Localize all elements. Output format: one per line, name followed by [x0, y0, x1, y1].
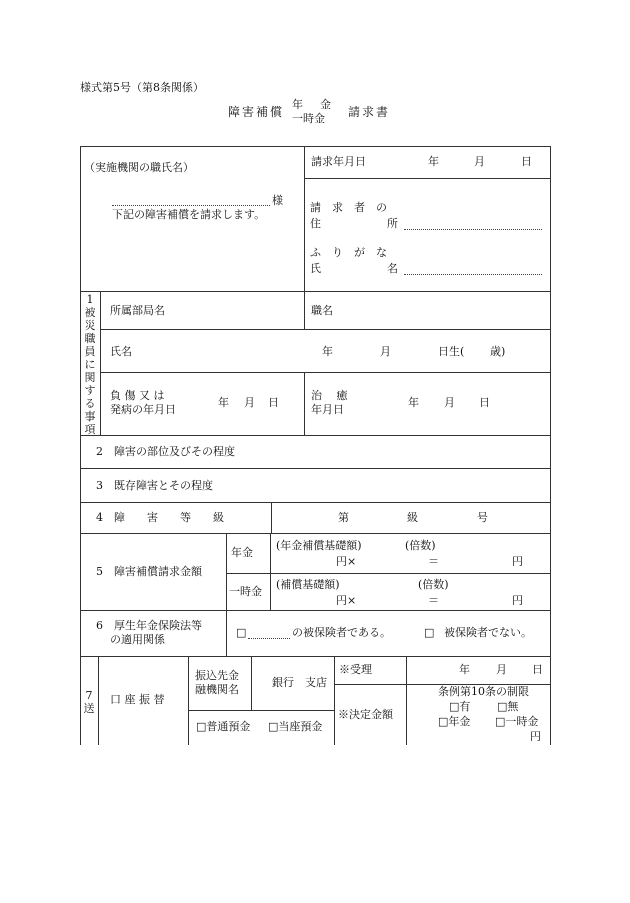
cure-month: 月 [444, 396, 455, 409]
nenkin-yen: 円 [512, 555, 523, 568]
restriction-none-checkbox[interactable]: □無 [497, 700, 519, 713]
received-month: 月 [496, 663, 507, 676]
section6-label-2: の適用関係 [110, 633, 165, 646]
restriction-label: 条例第10条の制限 [438, 685, 529, 698]
insured-checkbox[interactable]: □ [236, 626, 247, 639]
request-day: 日 [521, 155, 532, 168]
age-suffix: 歳) [490, 345, 506, 358]
injury-date-label-2: 発病の年月日 [110, 403, 176, 416]
account-transfer-label: 口 座 振 替 [110, 693, 165, 706]
ichiji-base-label: (補償基礎額) [276, 578, 340, 591]
received-label: ※受理 [339, 663, 372, 676]
injury-date-label-1: 負 傷 又 は [110, 389, 165, 402]
form-title-right: 請求書 [348, 105, 391, 119]
form-title-nenkin: 年 金 [292, 98, 334, 111]
ichiji-multiplier-label: (倍数) [418, 578, 449, 591]
form-number: 様式第5号（第8条関係） [80, 81, 204, 94]
claimant-name-label: 氏 名 [310, 262, 398, 275]
institution-label: （実施機関の職氏名） [84, 161, 194, 174]
claimant-address-label: 住 所 [310, 217, 398, 230]
section5-label: 5 障害補償請求金額 [96, 565, 202, 578]
nenkin-multiplier-label: (倍数) [405, 539, 436, 552]
birth-year: 年 [322, 345, 333, 358]
department-label: 所属部局名 [110, 304, 165, 317]
section2-label: 2 障害の部位及びその程度 [96, 445, 235, 458]
bank-label-1: 振込先金 [195, 669, 239, 682]
form-title-ichijikin: 一時金 [292, 112, 325, 125]
institution-name-field[interactable] [112, 205, 270, 206]
decided-amount-yen: 円 [530, 730, 541, 743]
not-insured-checkbox[interactable]: □ [424, 626, 435, 639]
futsu-checkbox[interactable]: □普通預金 [196, 720, 251, 733]
request-date-label: 請求年月日 [311, 155, 366, 168]
insured-law-field[interactable] [248, 638, 290, 639]
ichiji-equals: ＝ [428, 594, 439, 607]
form-title-left: 障害補償 [228, 105, 285, 119]
injury-month: 月 [244, 396, 255, 409]
section7-vertical-label: 7送 [83, 689, 95, 715]
nenkin-equals: ＝ [428, 555, 439, 568]
claimant-name-field[interactable] [404, 274, 542, 275]
cure-year: 年 [408, 396, 419, 409]
ichiji-yen-times: 円× [336, 594, 357, 607]
grade-kyu: 級 [407, 511, 418, 524]
request-year: 年 [428, 155, 439, 168]
victim-name-label: 氏名 [110, 345, 132, 358]
lump-sum-checkbox[interactable]: □一時金 [495, 715, 539, 728]
ichiji-label: 一時金 [229, 585, 262, 598]
not-insured-option-label: 被保険者でない。 [444, 626, 532, 639]
nenkin-yen-times: 円× [336, 555, 357, 568]
grade-dai: 第 [338, 511, 349, 524]
nenkin-base-label: (年金補償基礎額) [276, 539, 362, 552]
section4-label: 4 障 害 等 級 [96, 511, 224, 524]
nenkin-label: 年金 [231, 546, 253, 559]
section3-label: 3 既存障害とその程度 [96, 479, 213, 492]
ichiji-yen: 円 [512, 594, 523, 607]
restriction-has-checkbox[interactable]: □有 [449, 700, 471, 713]
grade-go: 号 [477, 511, 488, 524]
injury-year: 年 [218, 396, 229, 409]
decided-amount-label: ※決定金額 [338, 708, 393, 721]
claimant-of-label: 請 求 者 の [310, 201, 387, 214]
insured-option-label: の被保険者である。 [292, 626, 391, 639]
cure-date-label-2: 年月日 [311, 403, 344, 416]
request-sentence: 下記の障害補償を請求します。 [112, 208, 266, 221]
section6-label-1: 6 厚生年金保険法等 [96, 619, 202, 632]
request-month: 月 [474, 155, 485, 168]
bank-suffix: 銀行 [272, 676, 294, 689]
received-year: 年 [459, 663, 470, 676]
birth-day-suffix: 日生( [438, 345, 465, 358]
received-day: 日 [532, 663, 543, 676]
sama-label: 様 [272, 194, 283, 207]
claimant-address-field[interactable] [404, 229, 542, 230]
section1-vertical-label: 1被災職員に関する事項 [84, 293, 96, 436]
pension-checkbox[interactable]: □年金 [438, 715, 471, 728]
bank-label-2: 融機関名 [195, 683, 239, 696]
toza-checkbox[interactable]: □当座預金 [268, 720, 323, 733]
position-label: 職名 [311, 304, 333, 317]
cure-day: 日 [479, 396, 490, 409]
birth-month: 月 [380, 345, 391, 358]
claimant-furigana-label: ふ り が な [310, 246, 387, 259]
cure-date-label-1: 治 癒 [311, 389, 348, 402]
injury-day: 日 [268, 396, 279, 409]
branch-suffix: 支店 [305, 676, 327, 689]
